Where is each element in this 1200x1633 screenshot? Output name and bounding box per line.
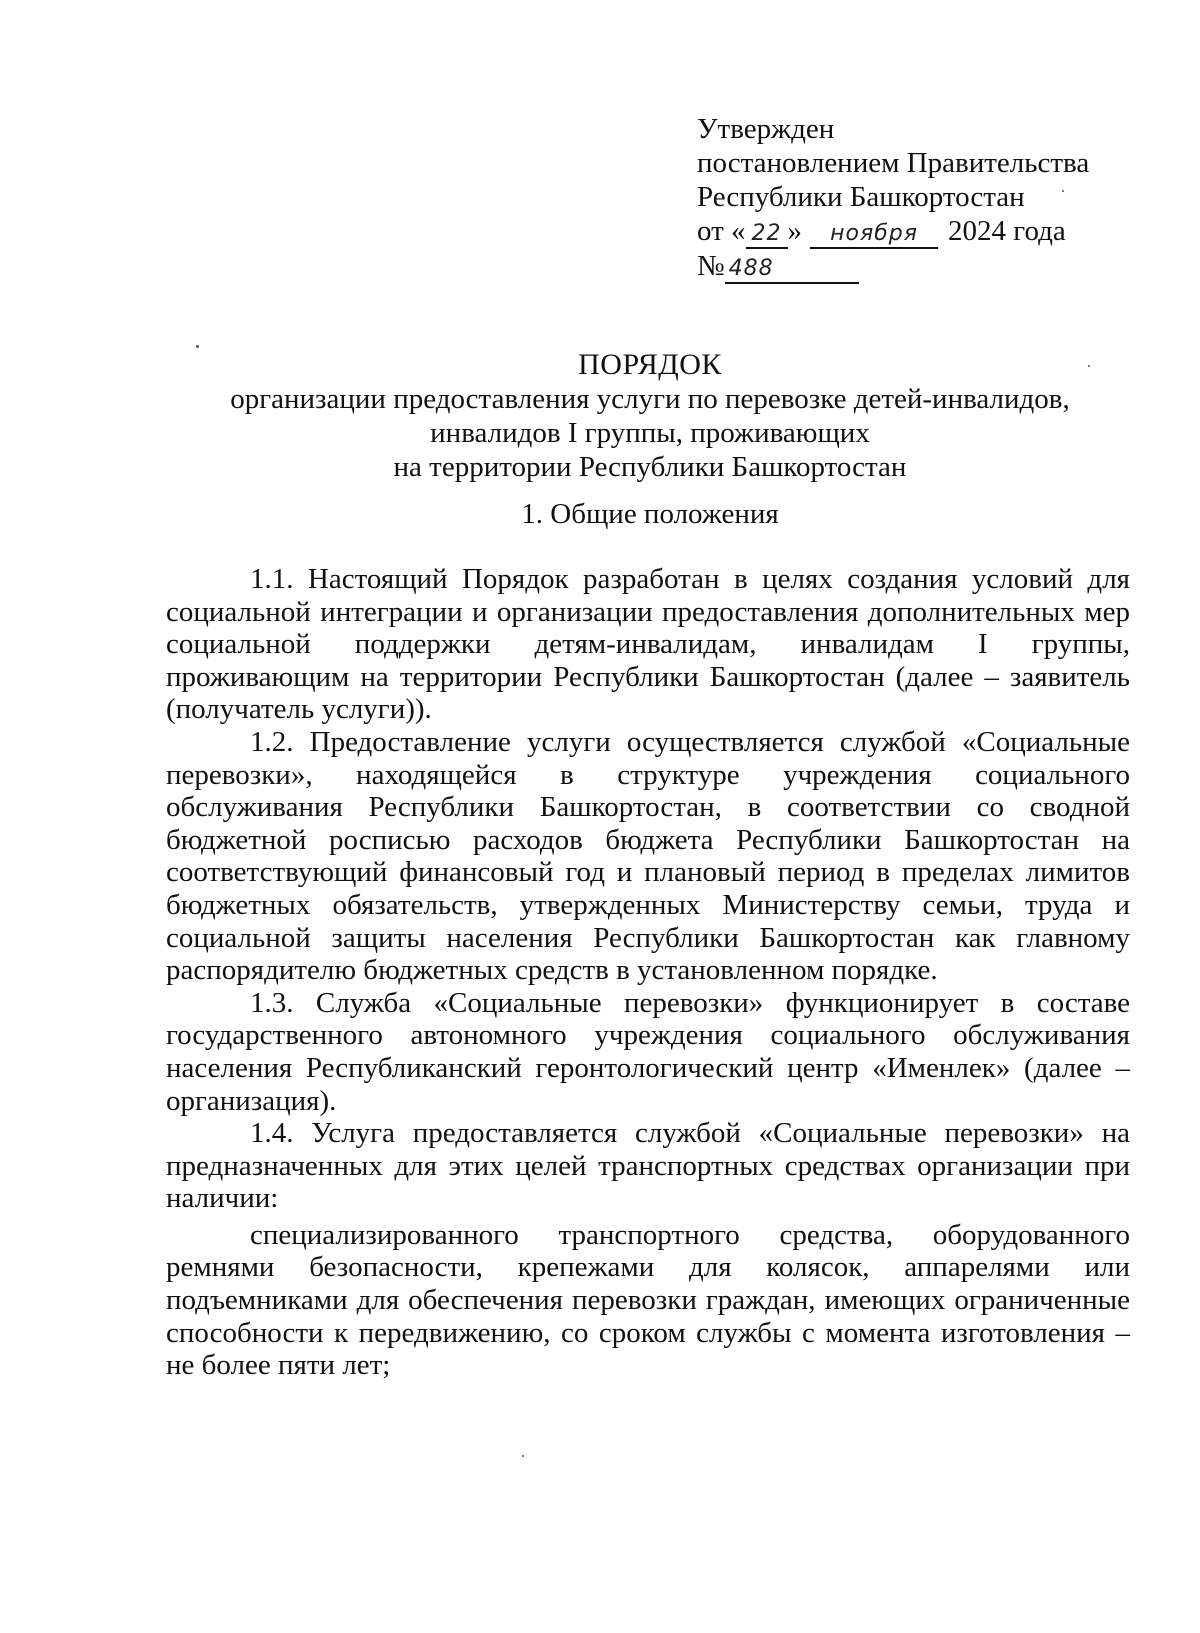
paragraph-1-2: 1.2. Предоставление услуги осуществляется службой «Социальные перевозки», находящейся в структуре учреждения социального обслуживания Республики Башкортостан, в соответствии со сводной бюджетной росписью расходов бюджета Республики Башкортостан на соответствующий финансовый год и плановый период в пределах лимитов бюджетных обязательств, утвержденных Министерству семьи, труда и социальной защиты населения Республики Башкортостан как главному распорядителю бюджетных средств в установленном порядке. [166,725,1130,987]
date-year: 2024 года [948,215,1066,247]
date-month: ноября [810,221,938,249]
number-prefix: № [697,250,725,282]
approval-number-line [697,249,1167,284]
approval-block [697,112,1167,284]
approval-line-approved: Утвержден [697,113,835,145]
document-number: 488 [725,256,859,284]
approval-date-line [697,214,1167,249]
section-heading: 1. Общие положения [521,498,779,530]
paragraph-1-3: 1.3. Служба «Социальные перевозки» функционирует в составе государственного автономного учреждения социального обслуживания населения Республиканский геронтологический центр «Именлек» (далее – организация). [166,986,1130,1117]
document-title [140,348,1160,484]
paragraph-1-4: 1.4. Услуга предоставляется службой «Социальные перевозки» на предназначенных для этих целей транспортных средствах организации при наличии: [166,1117,1130,1215]
scan-speck [196,345,199,348]
title-line-2: инвалидов I группы, проживающих [430,417,870,449]
document-body [166,563,1130,1382]
title-main: ПОРЯДОК [578,348,722,381]
scan-speck [1062,190,1064,192]
paragraph-1-1: 1.1. Настоящий Порядок разработан в целях создания условий для социальной интеграции и организации предоставления дополнительных мер социальной поддержки детям-инвалидам, инвалидам I группы, проживающим на территории Республики Башкортостан (далее – заявитель (получатель услуги)). [166,563,1130,726]
date-prefix: от « [697,215,746,247]
paragraph-1-4-item: специализированного транспортного средства, оборудованного ремнями безопасности, крепежами для колясок, аппарелями или подъемниками для обеспечения перевозки граждан, имеющих ограниченные способности к передвижению, со сроком службы с момента изготовления – не более пяти лет; [166,1218,1130,1382]
scan-speck [522,1455,524,1457]
approval-line-resolution: постановлением Правительства [697,147,1090,179]
date-mid: » [787,215,803,247]
scan-speck [1088,365,1090,367]
title-line-1: организации предоставления услуги по перевозке детей-инвалидов, [230,383,1070,415]
title-line-3: на территории Республики Башкортостан [393,451,907,483]
approval-line-republic: Республики Башкортостан [697,181,1025,213]
date-day: 22 [746,221,788,249]
